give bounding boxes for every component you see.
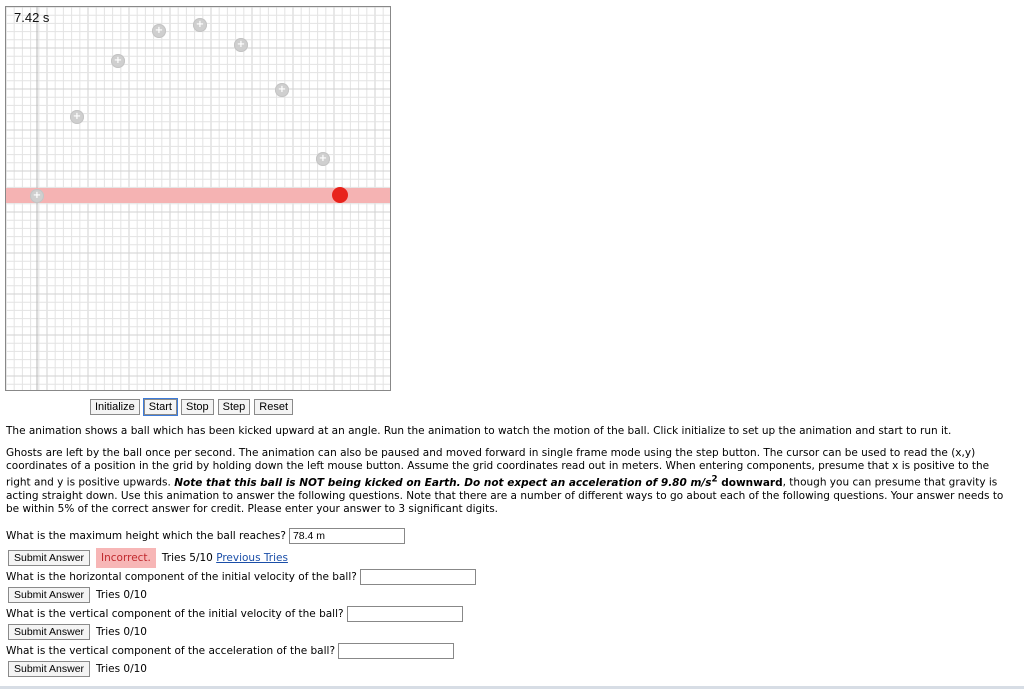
plus-icon: + [318,153,328,164]
animation-controls [90,399,293,415]
max-height-input[interactable] [289,528,405,544]
tries-counter: Tries 0/10 [96,589,147,601]
plus-icon: + [277,84,287,95]
answer-row-3 [8,624,147,640]
question-label: What is the vertical component of the initial velocity of the ball? [6,608,344,620]
ghost-ball [152,24,166,38]
animation-canvas[interactable] [5,6,391,391]
answer-row-2 [8,587,147,603]
stop-button[interactable]: Stop [181,399,214,415]
ghost-ball [275,83,289,97]
ball [332,187,348,203]
plus-icon: + [32,190,42,201]
submit-answer-button[interactable]: Submit Answer [8,661,90,677]
start-button[interactable]: Start [144,399,177,415]
instructions-paragraph-1: The animation shows a ball which has been kicked upward at an angle. Run the animation to watch the motion of the ball. Click initialize to set up the animation and start to run it. [6,425,952,437]
plus-icon: + [113,55,123,66]
step-button[interactable]: Step [218,399,251,415]
ghost-ball [111,54,125,68]
reset-button[interactable]: Reset [254,399,293,415]
question-label: What is the maximum height which the ball reaches? [6,530,286,542]
question-4 [6,643,454,659]
submit-answer-button[interactable]: Submit Answer [8,624,90,640]
instructions-paragraph-2: Ghosts are left by the ball once per second. The animation can also be paused and moved forward in single frame mode using the step button. The cursor can be used to read the (x,y) coordinates of a position in the grid by holding down the left mouse button. Assume the grid coordinates read out in meters. When entering components, presume that x is positive to the right and y is positive upwards. Note that this ball is NOT being kicked on Earth. Do not expect an acceleration of 9.80 $m/s^2$ downward, though you can presume that gravity is acting straight down. Use this animation to answer the following questions. Note that there are a number of different ways to go about each of the following questions. Your answer needs to be within 5% of the correct answer for credit. Please enter your answer to 3 significant digits. [6,447,1004,515]
horizontal-velocity-input[interactable] [360,569,476,585]
status-badge: Incorrect. [96,548,156,568]
answer-row-4 [8,661,147,677]
previous-tries-link[interactable]: Previous Tries [216,552,288,564]
plus-icon: + [72,111,82,122]
tries-counter: Tries 0/10 [96,626,147,638]
ghost-ball [193,18,207,32]
plus-icon: + [154,25,164,36]
vertical-acceleration-input[interactable] [338,643,454,659]
submit-answer-button[interactable]: Submit Answer [8,587,90,603]
time-readout: 7.42 s [14,10,50,25]
tries-counter: Tries 0/10 [96,663,147,675]
question-1 [6,528,405,544]
plus-icon: + [236,39,246,50]
question-2 [6,569,476,585]
plus-icon: + [195,19,205,30]
ghost-ball [234,38,248,52]
submit-answer-button[interactable]: Submit Answer [8,550,90,566]
ghost-ball [316,152,330,166]
ghost-ball [30,189,44,203]
vertical-velocity-input[interactable] [347,606,463,622]
question-label: What is the vertical component of the acceleration of the ball? [6,645,336,657]
question-label: What is the horizontal component of the initial velocity of the ball? [6,571,357,583]
answer-row-1 [8,548,288,568]
ghost-ball [70,110,84,124]
initialize-button[interactable]: Initialize [90,399,140,415]
tries-counter: Tries 5/10 Previous Tries [161,552,288,564]
question-3 [6,606,463,622]
